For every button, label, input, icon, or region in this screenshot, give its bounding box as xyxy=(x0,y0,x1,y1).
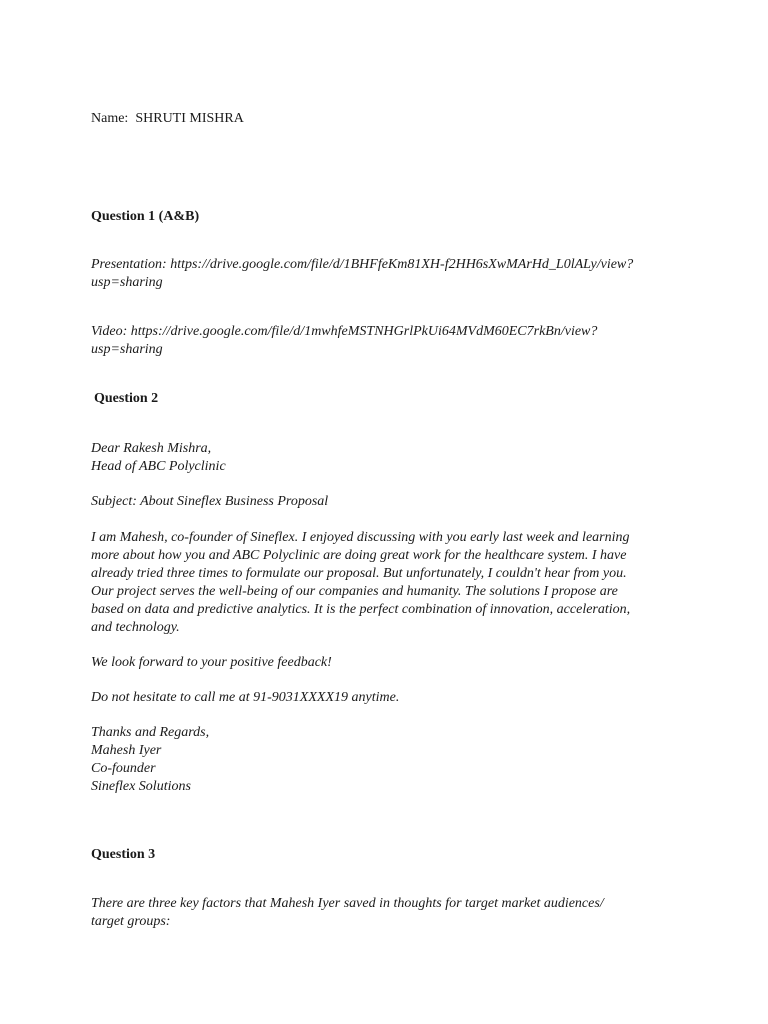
closing-company: Sineflex Solutions xyxy=(91,779,191,794)
salutation-line: Dear Rakesh Mishra, xyxy=(91,441,212,456)
letter-body-line: already tried three times to formulate our proposal. But unfortunately, I couldn't hear from you. xyxy=(91,566,627,581)
letter-body-line: based on data and predictive analytics. It is the perfect combination of innovation, acceleration, xyxy=(91,602,631,617)
letter-call-line: Do not hesitate to call me at 91-9031XXXX19 anytime. xyxy=(91,690,400,705)
closing-regards: Thanks and Regards, xyxy=(91,725,210,740)
presentation-link-line-2[interactable]: usp=sharing xyxy=(91,275,163,290)
letter-body-line: Our project serves the well-being of our companies and humanity. The solutions I propose are xyxy=(91,584,618,599)
presentation-link[interactable] xyxy=(91,256,681,292)
question-3-text xyxy=(91,895,681,931)
question-3-heading: Question 3 xyxy=(91,847,156,862)
name-label: Name: xyxy=(91,111,129,126)
letter-body-line: more about how you and ABC Polyclinic are doing great work for the healthcare system. I have xyxy=(91,548,627,563)
presentation-link-line-1[interactable]: Presentation: https://drive.google.com/file/d/1BHFfeKm81XH-f2HH6sXwMArHd_L0lALy/view? xyxy=(91,257,634,272)
closing-signer-title: Co-founder xyxy=(91,761,156,776)
question-3-text-line-1: There are three key factors that Mahesh Iyer saved in thoughts for target market audiences/ xyxy=(91,896,604,911)
letter-salutation xyxy=(91,440,681,476)
question-2-heading: Question 2 xyxy=(94,391,159,406)
recipient-title-line: Head of ABC Polyclinic xyxy=(91,459,226,474)
name-value: SHRUTI MISHRA xyxy=(135,111,244,126)
letter-body-line: I am Mahesh, co-founder of Sineflex. I enjoyed discussing with you early last week and learning xyxy=(91,530,630,545)
question-1-heading: Question 1 (A&B) xyxy=(91,209,200,224)
letter-body-line: and technology. xyxy=(91,620,180,635)
name-line xyxy=(91,110,681,128)
closing-signer-name: Mahesh Iyer xyxy=(91,743,162,758)
letter-feedback-line: We look forward to your positive feedback! xyxy=(91,655,332,670)
video-link[interactable] xyxy=(91,323,681,359)
video-link-line-1[interactable]: Video: https://drive.google.com/file/d/1mwhfeMSTNHGrlPkUi64MVdM60EC7rkBn/view? xyxy=(91,324,598,339)
letter-body xyxy=(91,529,681,637)
video-link-line-2[interactable]: usp=sharing xyxy=(91,342,163,357)
question-3-text-line-2: target groups: xyxy=(91,914,171,929)
letter-subject: Subject: About Sineflex Business Proposal xyxy=(91,494,329,509)
letter-closing xyxy=(91,724,681,796)
